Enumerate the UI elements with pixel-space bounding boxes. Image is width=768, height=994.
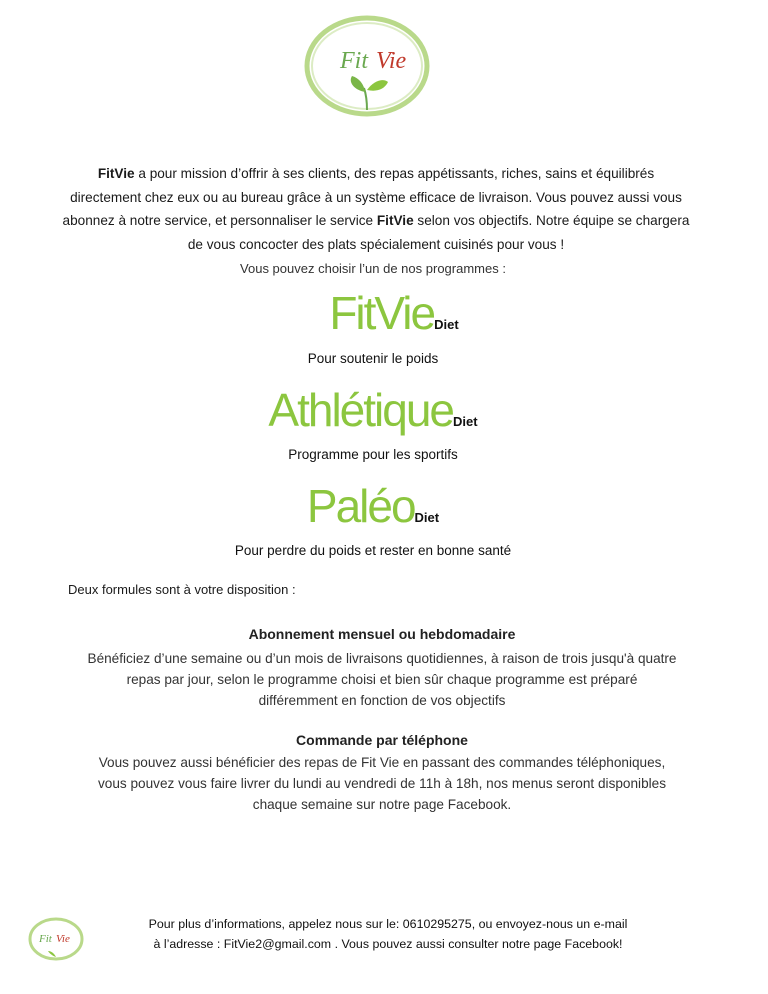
brand-name-2: FitVie	[376, 213, 414, 228]
section-subscription-title: Abonnement mensuel ou hebdomadaire	[248, 626, 516, 642]
logo-fit-text: Fit	[340, 48, 368, 74]
program-suffix: Diet	[453, 414, 478, 429]
choose-program-text: Vous pouvez choisir l’un de nos programmes :	[240, 261, 506, 276]
leaf-icon	[351, 76, 388, 110]
intro-text-1: a pour mission d’offrir à ses clients, des repas appétissants, riches, sains et équilibrés directement chez eux ou au bureau grâce à un système efficace de livraison. Vous pouvez aussi vous abonnez à notre service, et personnaliser le service	[62, 166, 682, 228]
logo-vie-text: Vie	[376, 48, 407, 74]
program-athletique-desc: Programme pour les sportifs	[288, 447, 458, 462]
footer-contact	[110, 914, 666, 954]
formules-text: Deux formules sont à votre disposition :	[68, 582, 296, 597]
program-paleo-desc: Pour perdre du poids et rester en bonne santé	[234, 543, 512, 558]
section-phone-title: Commande par téléphone	[296, 732, 468, 748]
intro-text-2: selon vos objectifs. Notre équipe se chargera de vous concocter des plats spécialement cuisinés pour vous !	[187, 213, 690, 252]
fitvie-logo	[296, 14, 438, 118]
section-subscription-body: Bénéficiez d’une semaine ou d’un mois de livraisons quotidiennes, à raison de trois jusqu'à quatre repas par jour, selon le programme choisi et bien sûr chaque programme est préparé différemment en fonction de vos objectifs	[87, 651, 677, 708]
program-name: FitVie	[329, 287, 435, 339]
program-suffix: Diet	[434, 317, 459, 332]
program-athletique-title	[0, 383, 746, 437]
program-name: Athlétique	[268, 384, 454, 436]
small-logo-vie: Vie	[56, 933, 70, 945]
footer-line-1: Pour plus d’informations, appelez nous sur le: 0610295275, ou envoyez-nous un e-mail	[148, 917, 628, 931]
intro-paragraph	[62, 162, 690, 256]
program-fitvie-title	[0, 286, 768, 340]
brand-name: FitVie	[97, 166, 135, 181]
small-logo-fit: Fit	[39, 933, 52, 945]
small-leaf-icon	[48, 951, 56, 957]
program-name: Paléo	[306, 480, 415, 532]
fitvie-logo-small	[26, 915, 86, 963]
footer-line-2: à l’adresse : FitVie2@gmail.com . Vous pouvez aussi consulter notre page Facebook!	[153, 937, 623, 951]
program-suffix: Diet	[414, 510, 440, 525]
section-phone-body: Vous pouvez aussi bénéficier des repas de Fit Vie en passant des commandes téléphoniques, vous pouvez vous faire livrer du lundi au vendredi de 11h à 18h, nos menus seront disponibles chaque semaine sur notre page Facebook.	[97, 755, 667, 812]
program-paleo-title	[0, 479, 746, 533]
program-fitvie-desc: Pour soutenir le poids	[307, 351, 439, 366]
